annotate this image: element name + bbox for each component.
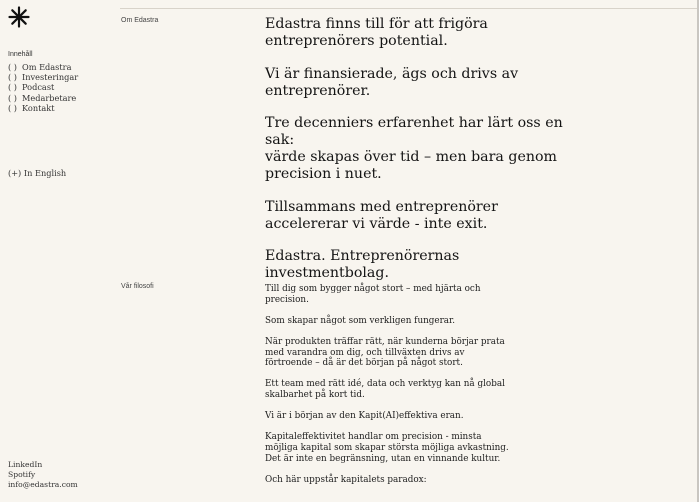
hero-paragraph: Edastra. Entreprenörernas investmentbolag. xyxy=(265,248,460,281)
toc-item-investeringar[interactable]: ( ) Investeringar xyxy=(8,72,79,83)
toc-item-medarbetare[interactable]: ( ) Medarbetare xyxy=(8,92,77,103)
linkedin-link[interactable]: LinkedIn xyxy=(8,460,43,469)
philosophy-paragraph: Till dig som bygger något stort – med hjärta och precision. xyxy=(265,284,481,305)
toc-item-podcast[interactable]: ( ) Podcast xyxy=(8,82,55,93)
hero-paragraph: Vi är finansierade, ägs och drivs av entreprenörer. xyxy=(265,65,519,99)
spotify-link[interactable]: Spotify xyxy=(8,470,36,480)
toc-item-kontakt[interactable]: ( ) Kontakt xyxy=(8,102,55,113)
hero-paragraph: Edastra finns till för att frigöra entreprenörers potential. xyxy=(265,16,488,49)
top-divider xyxy=(120,8,699,9)
section-label-philosophy: Vår filosofi xyxy=(121,283,154,290)
toc-nav xyxy=(8,62,78,113)
philosophy-paragraph: Ett team med rätt idé, data och verktyg kan nå global skalbarhet på kort tid. xyxy=(265,379,505,400)
philosophy-paragraph: Vi är i början av den Kapit(AI)effektiva eran. xyxy=(265,411,464,422)
hero-paragraph: Tillsammans med entreprenörer accelererar vi värde - inte exit. xyxy=(265,198,498,232)
toc-title: Innehåll xyxy=(8,51,33,58)
philosophy-text xyxy=(265,284,510,496)
section-label-about: Om Edastra xyxy=(121,17,159,24)
sidebar xyxy=(0,0,110,502)
language-toggle[interactable]: (+) In English xyxy=(8,168,67,178)
toc-item-om-edastra[interactable]: ( ) Om Edastra xyxy=(8,62,72,72)
plus-icon: (+) xyxy=(8,168,22,178)
philosophy-paragraph: Kapitaleffektivitet handlar om precision - minsta möjliga kapital som skapar största möjliga avkastning. Det är inte en begränsning, utan en vinnande kultur. xyxy=(265,432,509,464)
philosophy-paragraph: När produkten träffar rätt, när kunderna börjar prata med varandra om dig, och tillväxten drivs av förtroende – då är det början på något stort. xyxy=(265,336,505,369)
footer-links xyxy=(8,460,78,491)
hero-text xyxy=(265,16,565,298)
asterisk-logo-icon[interactable] xyxy=(8,6,30,28)
philosophy-paragraph: Som skapar något som verkligen fungerar. xyxy=(265,315,456,326)
hero-paragraph: Tre decenniers erfarenhet har lärt oss en sak: värde skapas över tid – men bara genom precision i nuet. xyxy=(265,115,563,182)
philosophy-paragraph: Och här uppstår kapitalets paradox: xyxy=(265,474,427,485)
email-link[interactable]: info@edastra.com xyxy=(8,480,78,490)
